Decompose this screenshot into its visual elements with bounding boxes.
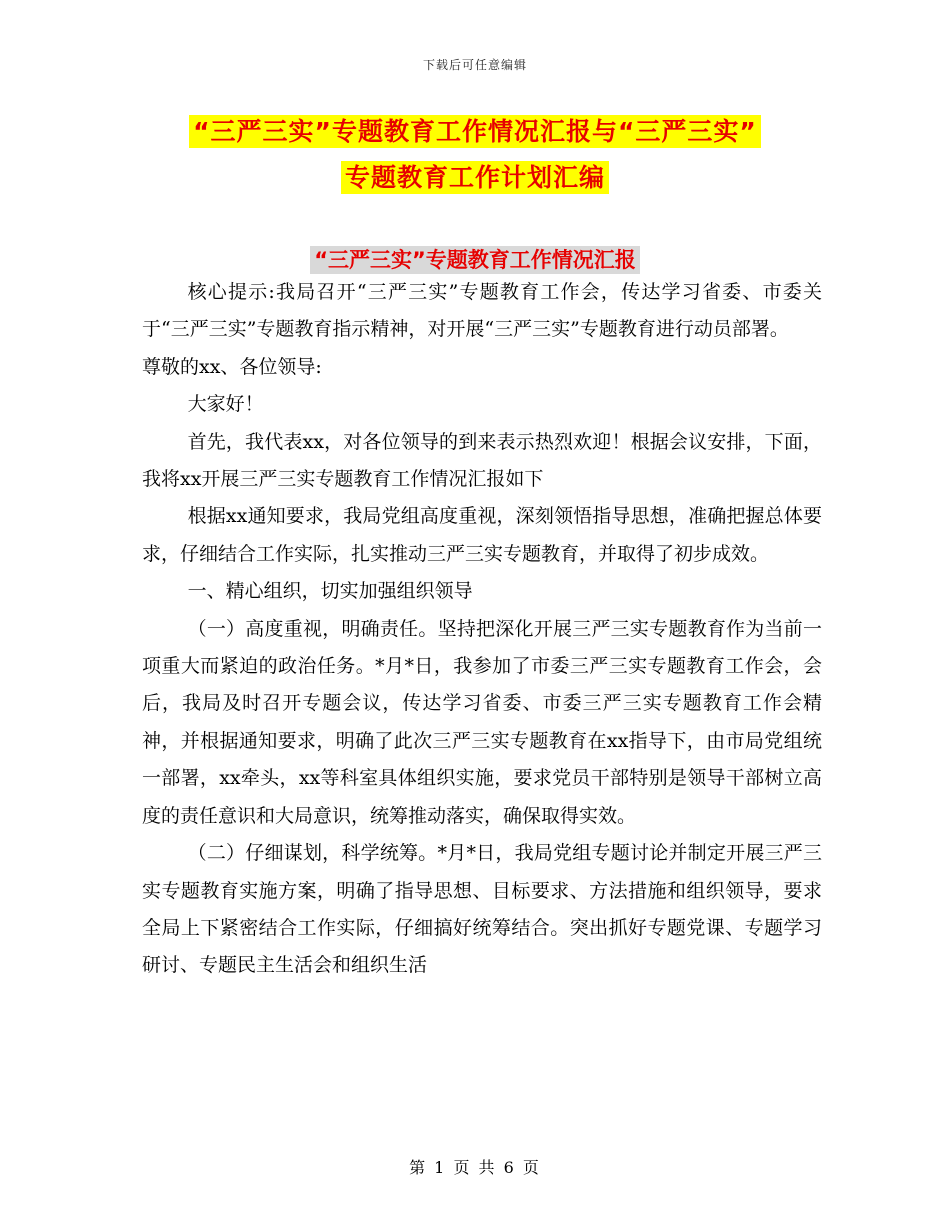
paragraph-salutation: 尊敬的xx、各位领导: [142,355,322,378]
document-title-line-2 [0,158,950,194]
section-title [0,244,950,274]
header-note: 下载后可任意编辑 [422,58,527,72]
paragraph-core-hint: 核心提示:我局召开“三严三实”专题教育工作会，传达学习省委、市委关于“三严三实”专题教育指示精神，对开展“三严三实”专题教育进行动员部署。 [142,281,822,341]
title-highlight-2: 专题教育工作计划汇编 [341,161,609,194]
section-title-highlight: “三严三实”专题教育工作情况汇报 [310,246,640,274]
document-body [142,274,822,985]
title-highlight-1: “三严三实”专题教育工作情况汇报与“三严三实” [189,115,761,148]
document-title-line-1 [0,112,950,148]
paragraph-item-2: （二）仔细谋划，科学统筹。*月*日，我局党组专题讨论并制定开展三严三实专题教育实施方案，明确了指导思想、目标要求、方法措施和组织领导，要求全局上下紧密结合工作实际，仔细搞好统筹结合。突出抓好专题党课、专题学习研讨、专题民主生活会和组织生活 [142,842,822,977]
paragraph-welcome: 首先，我代表xx，对各位领导的到来表示热烈欢迎！根据会议安排，下面，我将xx开展三严三实专题教育工作情况汇报如下 [142,430,822,491]
page-footer: 第 1 页 共 6 页 [409,1158,541,1177]
paragraph-overview: 根据xx通知要求，我局党组高度重视，深刻领悟指导思想，准确把握总体要求，仔细结合工作实际，扎实推动三严三实专题教育，并取得了初步成效。 [142,505,822,565]
paragraph-item-1: （一）高度重视，明确责任。坚持把深化开展三严三实专题教育作为当前一项重大而紧迫的政治任务。*月*日，我参加了市委三严三实专题教育工作会，会后，我局及时召开专题会议，传达学习省委、市委三严三实专题教育工作会精神，并根据通知要求，明确了此次三严三实专题教育在xx指导下，由市局党组统一部署，xx牵头，xx等科室具体组织实施，要求党员干部特别是领导干部树立高度的责任意识和大局意识，统筹推动落实，确保取得实效。 [142,617,822,827]
heading-section-1: 一、精心组织，切实加强组织领导 [187,580,473,603]
paragraph-greeting: 大家好！ [187,393,264,416]
